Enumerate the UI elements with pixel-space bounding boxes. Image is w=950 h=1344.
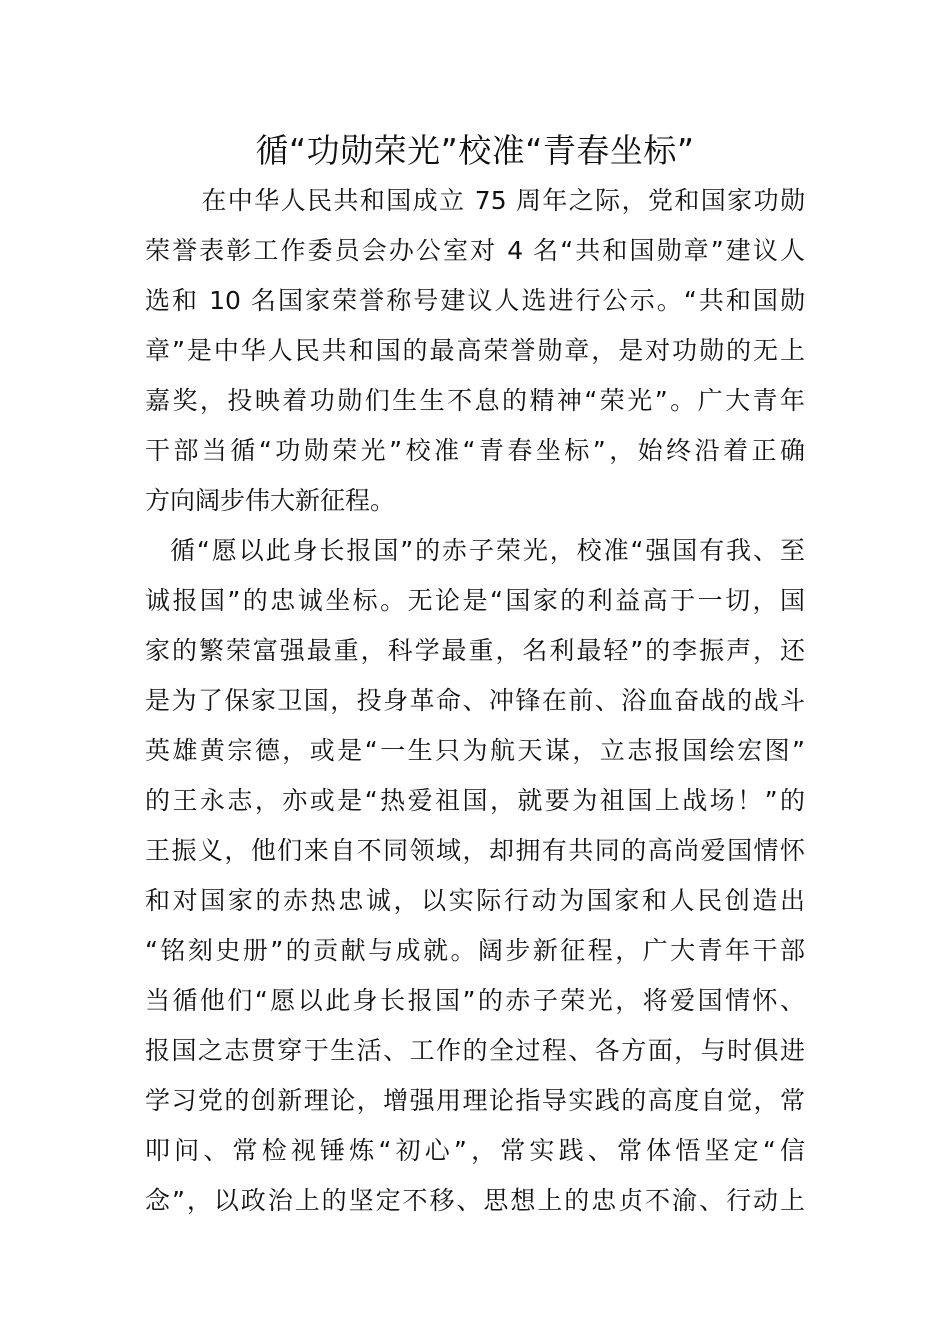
paragraph-2-line-1: 循“愿以此身长报国”的赤子荣光，校准“强国有我、至 [170,536,805,565]
paragraph-2-line-14: 念”，以政治上的坚定不移、思想上的忠贞不渝、行动上 [145,1186,805,1215]
paragraph-2-line-13: 叩问、常检视锤炼“初心”，常实践、常体悟坚定“信 [145,1136,805,1165]
paragraph-2-line-5: 英雄黄宗德，或是“一生只为航天谋，立志报国绘宏图” [145,736,805,765]
paragraph-1-line-1: 在中华人民共和国成立 75 周年之际，党和国家功勋 [175,186,805,215]
paragraph-1-line-2: 荣誉表彰工作委员会办公室对 4 名“共和国勋章”建议人 [145,236,805,265]
paragraph-2-line-6: 的王永志，亦或是“热爱祖国，就要为祖国上战场！”的 [145,786,805,815]
paragraph-2-line-12: 学习党的创新理论，增强用理论指导实践的高度自觉，常 [145,1086,805,1115]
paragraph-1-line-5: 嘉奖，投映着功勋们生生不息的精神“荣光”。广大青年 [145,386,805,415]
paragraph-2-line-8: 和对国家的赤热忠诚，以实际行动为国家和人民创造出 [145,886,805,915]
paragraph-1-line-7: 方向阔步伟大新征程。 [145,486,396,515]
paragraph-2-line-3: 家的繁荣富强最重，科学最重，名利最轻”的李振声，还 [145,636,805,665]
paragraph-1-line-6: 干部当循“功勋荣光”校准“青春坐标”，始终沿着正确 [145,436,805,465]
paragraph-2-line-2: 诚报国”的忠诚坐标。无论是“国家的利益高于一切，国 [145,586,805,615]
paragraph-2-line-7: 王振义，他们来自不同领域，却拥有共同的高尚爱国情怀 [145,836,805,865]
document-title: 循“功勋荣光”校准“青春坐标” [255,131,695,170]
paragraph-2-line-4: 是为了保家卫国，投身革命、冲锋在前、浴血奋战的战斗 [145,686,805,715]
paragraph-2-line-10: 当循他们“愿以此身长报国”的赤子荣光，将爱国情怀、 [145,986,805,1015]
paragraph-2-line-11: 报国之志贯穿于生活、工作的全过程、各方面，与时俱进 [145,1036,805,1065]
paragraph-1-line-3: 选和 10 名国家荣誉称号建议人选进行公示。“共和国勋 [145,286,805,315]
paragraph-2-line-9: “铭刻史册”的贡献与成就。阔步新征程，广大青年干部 [145,936,805,965]
paragraph-1-line-4: 章”是中华人民共和国的最高荣誉勋章，是对功勋的无上 [145,336,805,365]
